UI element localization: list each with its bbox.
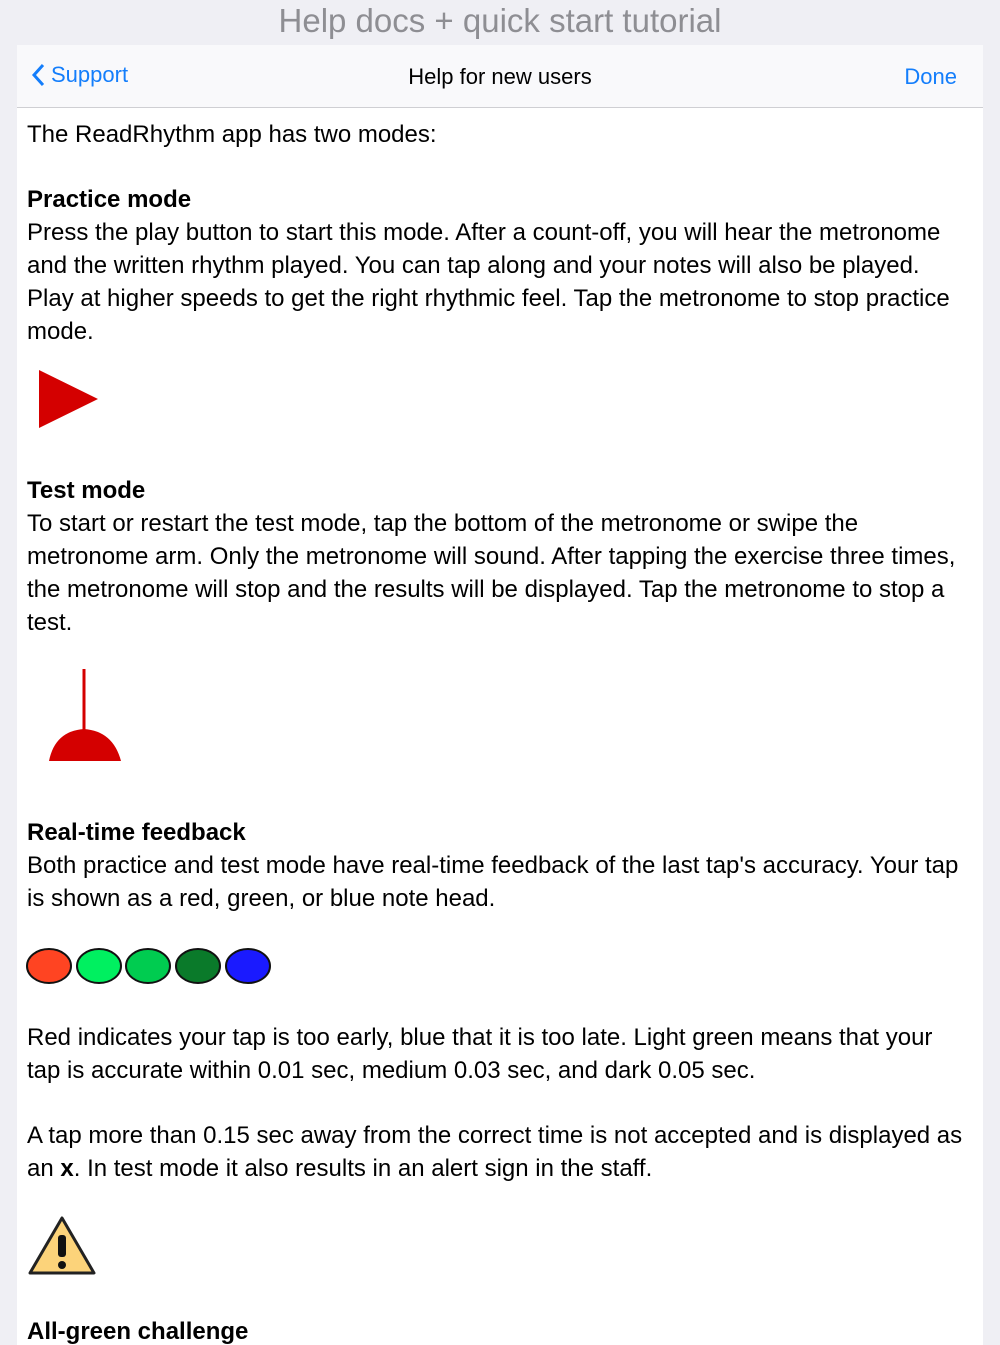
note-head-legend [25, 945, 275, 987]
done-button[interactable]: Done [904, 64, 957, 89]
reject-text-end: . In test mode it also results in an alert sign in the staff. [73, 1155, 653, 1182]
colors-body: Red indicates your tap is too early, blue that it is too late. Light green means that your tap is accurate within 0.01 sec, medium 0.03 sec, and dark 0.05 sec. [27, 1024, 933, 1084]
challenge-heading: All-green challenge [27, 1318, 249, 1345]
test-body: To start or restart the test mode, tap the bottom of the metronome or swipe the metronome arm. Only the metronome will sound. After tapping the exercise three times, the metronome will stop and the results will be displayed. Tap the metronome to stop a test. [27, 510, 956, 636]
feedback-heading: Real-time feedback [27, 819, 246, 846]
nav-title: Help for new users [408, 64, 592, 89]
x-mark: x [60, 1155, 74, 1182]
practice-body: Press the play button to start this mode. After a count-off, you will hear the metronome and the written rhythm played. You can tap along and your notes will also be played. Play at higher speeds to get the right rhythmic feel. Tap the metronome to stop practice mode. [27, 219, 950, 345]
note-head-blue [226, 949, 270, 983]
back-label: Support [51, 62, 129, 87]
metronome-icon [47, 669, 123, 763]
intro-text: The ReadRhythm app has two modes: [27, 121, 437, 148]
reject-body [27, 1119, 967, 1185]
note-head-medium-green [126, 949, 170, 983]
play-icon [38, 369, 100, 431]
help-panel [17, 45, 983, 1345]
practice-heading: Practice mode [27, 186, 192, 213]
alert-icon [27, 1215, 97, 1277]
note-head-dark-green [176, 949, 220, 983]
note-head-red [27, 949, 71, 983]
test-heading: Test mode [27, 477, 146, 504]
feedback-body: Both practice and test mode have real-time feedback of the last tap's accuracy. Your tap is shown as a red, green, or blue note head. [27, 852, 959, 912]
navigation-bar [17, 45, 983, 108]
reject-text: A tap more than 0.15 sec away from the correct time is not accepted and is displayed as an [27, 1122, 963, 1182]
note-head-light-green [77, 949, 121, 983]
window-title: Help docs + quick start tutorial [278, 2, 722, 39]
